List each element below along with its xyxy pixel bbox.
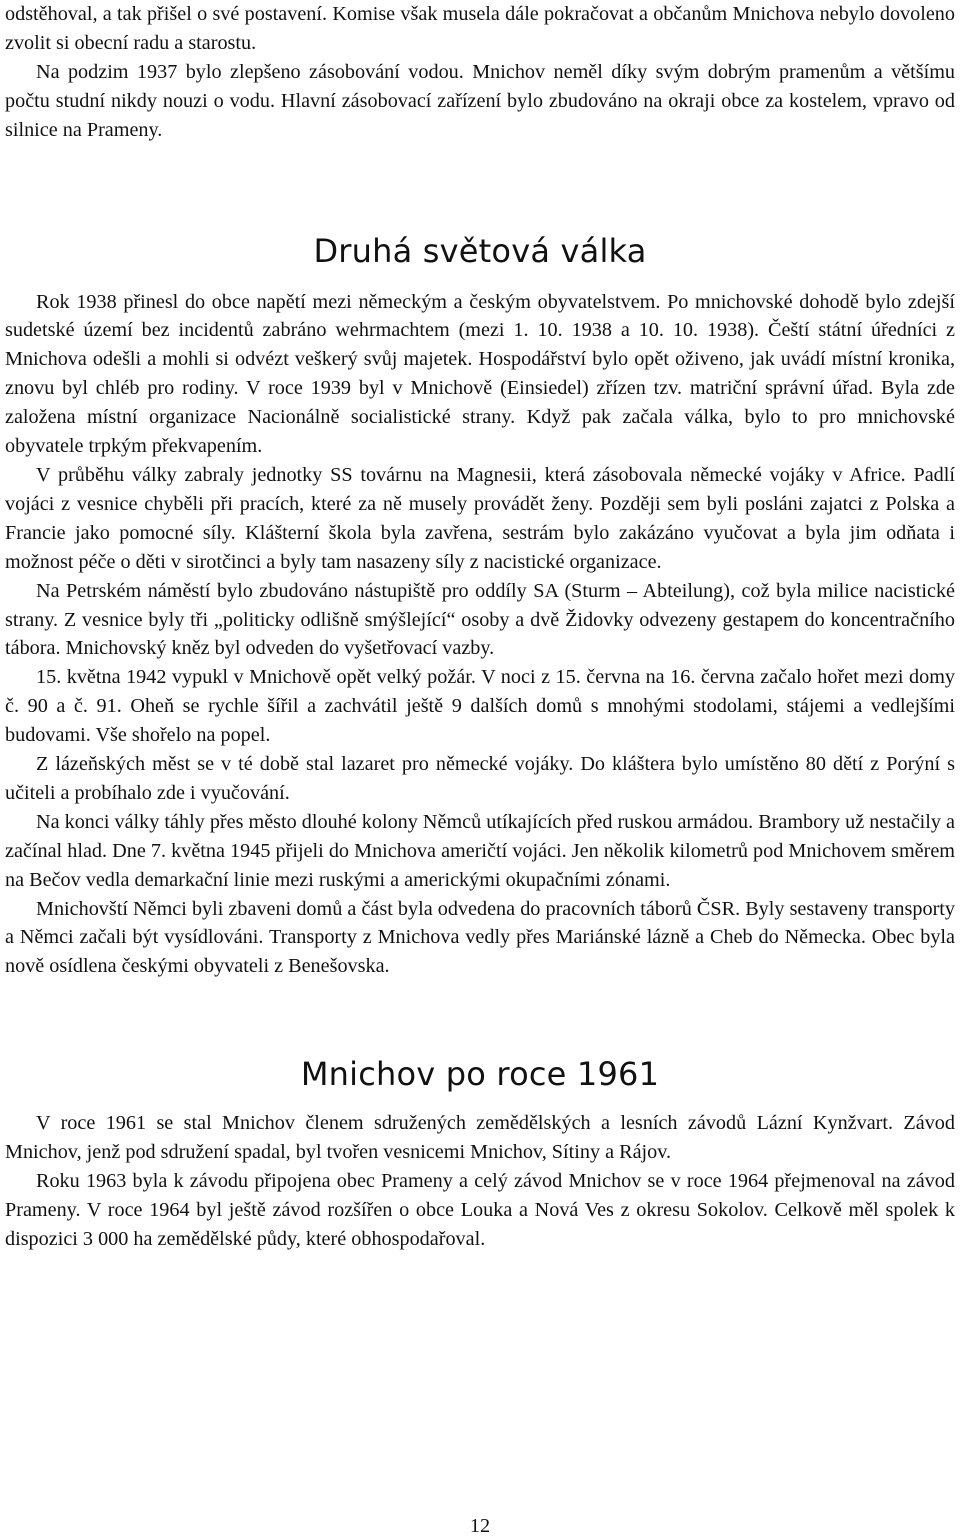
section-body-after-1961 — [5, 1109, 955, 1254]
page-number: 12 — [469, 1515, 491, 1537]
paragraph-water-supply: Na podzim 1937 bylo zlepšeno zásobování vodou. Mnichov neměl díky svým dobrým pramenům a většímu počtu studní nikdy nouzi o vodu. Hlavní zásobovací zařízení bylo zbudováno na okraji obce za kostelem, vpravo od silnice na Prameny. — [5, 60, 955, 141]
section-body-ww2 — [5, 288, 955, 982]
paragraph: Na konci války táhly přes město dlouhé kolony Němců utíkajících před ruskou armádou. Brambory už nestačily a začínal hlad. Dne 7. května 1945 přijeli do Mnichova američtí vojáci. Jen několik kilometrů pod Mnichovem směrem na Bečov vedla demarkační linie mezi ruskými a americkými okupačními zónami. — [5, 810, 955, 891]
paragraph: Na Petrském náměstí bylo zbudováno nástupiště pro oddíly SA (Sturm – Abteilung), což byla milice nacistické strany. Z vesnice byly tři „politicky odlišně smýšlející“ osoby a dvě Židovky odvezeny gestapem do koncentračního tábora. Mnichovský kněz byl odveden do vyšetřovací vazby. — [5, 579, 955, 660]
paragraph: Mnichovští Němci byli zbaveni domů a část byla odvedena do pracovních táborů ČSR. Byly sestaveny transporty a Němci začali být vysídlováni. Transporty z Mnichova vedly přes Mariánské lázně a Cheb do Německa. Obec byla nově osídlena českými obyvateli z Benešovska. — [5, 897, 955, 978]
paragraph: Roku 1963 byla k závodu připojena obec Prameny a celý závod Mnichov se v roce 1964 přejmenoval na závod Prameny. V roce 1964 byl ještě závod rozšířen o obce Louka a Nová Ves z okresu Sokolov. Celkově měl spolek k dispozici 3 000 ha zemědělské půdy, které obhospodařoval. — [5, 1170, 955, 1250]
paragraph-intro-continuation: odstěhoval, a tak přišel o své postavení. Komise však musela dále pokračovat a občanům Mnichova nebylo dovoleno zvolit si obecní radu a starostu. — [5, 3, 955, 54]
section-heading-after-1961: Mnichov po roce 1961 — [300, 1055, 660, 1094]
paragraph: V průběhu války zabraly jednotky SS továrnu na Magnesii, která zásobovala německé vojáky v Africe. Padlí vojáci z vesnice chyběli při pracích, které za ně musely provádět ženy. Později sem byli posláni zajatci z Polska a Francie jako pomocné síly. Klášterní škola byla zavřena, sestrám bylo zakázáno vyučovat a byla jim odňata i možnost péče o děti v sirotčinci a byly tam nasazeny síly z nacistické organizace. — [5, 463, 955, 573]
paragraph: Rok 1938 přinesl do obce napětí mezi německým a českým obyvatelstvem. Po mnichovské dohodě bylo zdejší sudetské území bez incidentů zabráno wehrmachtem (mezi 1. 10. 1938 a 10. 10. 1938). Čeští státní úředníci z Mnichova odešli a mohli si odvézt veškerý svůj majetek. Hospodářství bylo opět oživeno, jak uvádí místní kronika, znovu byl chléb pro rodiny. V roce 1939 byl v Mnichově (Einsiedel) zřízen tzv. matriční správní úřad. Byla zde založena místní organizace Nacionálně socialistické strany. Když pak začala válka, bylo to pro mnichovské obyvatele trpkým překvapením. — [5, 290, 955, 458]
document-page — [5, 0, 955, 1254]
paragraph: 15. května 1942 vypukl v Mnichově opět velký požár. V noci z 15. června na 16. června začalo hořet mezi domy č. 90 a č. 91. Oheň se rychle šířil a zachvátil ještě 9 dalších domů s mnohými stodolami, stájemi a vedlejšími budovami. Vše shořelo na popel. — [5, 666, 955, 747]
paragraph: Z lázeňských měst se v té době stal lazaret pro německé vojáky. Do kláštera bylo umístěno 80 dětí z Porýní s učiteli a probíhalo zde i vyučování. — [5, 753, 955, 804]
paragraph: V roce 1961 se stal Mnichov členem sdružených zemědělských a lesních závodů Lázní Kynžvart. Závod Mnichov, jenž pod sdružení spadal, byl tvořen vesnicemi Mnichov, Sítiny a Rájov. — [5, 1112, 955, 1164]
section-heading-ww2: Druhá světová válka — [313, 231, 647, 270]
